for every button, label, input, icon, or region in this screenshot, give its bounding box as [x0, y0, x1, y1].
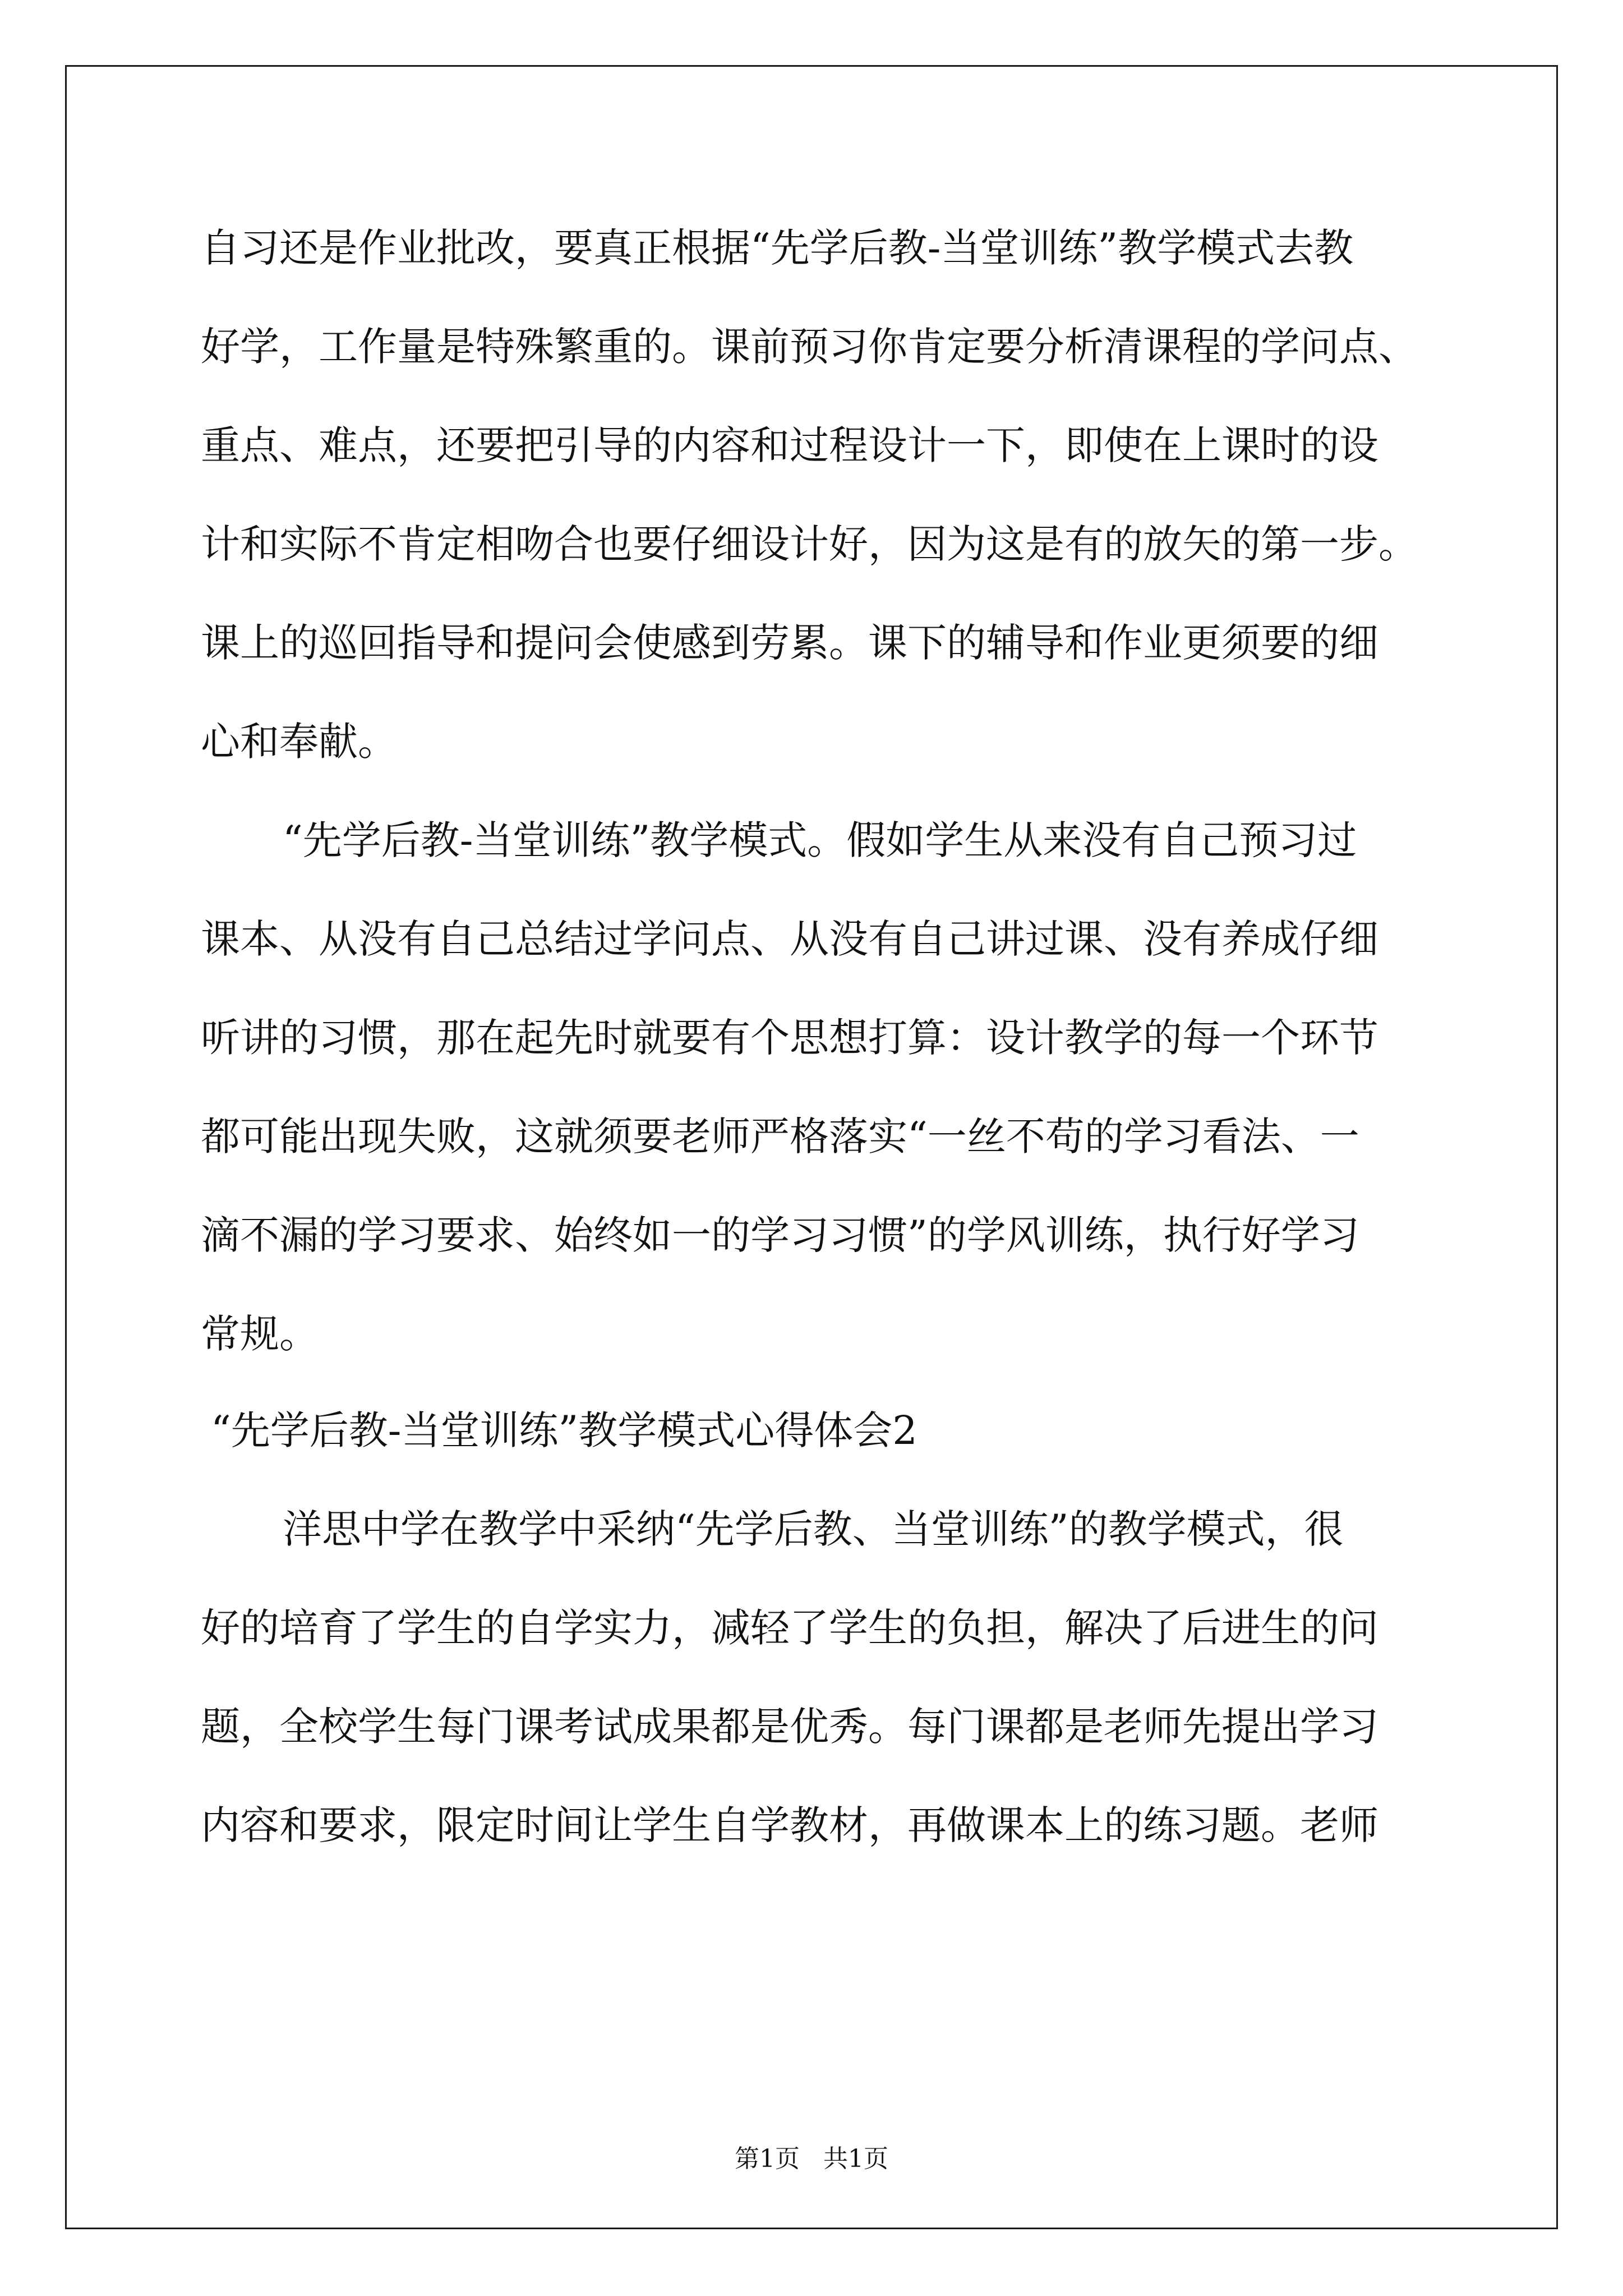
text-line: 都可能出现失败，这就须要老师严格落实“一丝不苟的学习看法、一 — [201, 1114, 1359, 1159]
text-line: 心和奉献。 — [201, 719, 397, 765]
text-line: 好的培育了学生的自学实力，减轻了学生的负担，解决了后进生的问 — [201, 1605, 1378, 1651]
page-total: 共1页 — [823, 2145, 888, 2173]
section-heading: “先学后教-当堂训练”教学模式心得体会2 — [211, 1407, 917, 1453]
text-line: 课本、从没有自己总结过学问点、从没有自己讲过课、没有养成仔细 — [201, 916, 1378, 962]
paragraph-first-line: “先学后教-当堂训练”教学模式。假如学生从来没有自己预习过 — [283, 817, 1357, 863]
text-line: 滴不漏的学习要求、始终如一的学习习惯”的学风训练，执行好学习 — [201, 1212, 1359, 1258]
text-line: 好学，工作量是特殊繁重的。课前预习你肯定要分析清课程的学问点、 — [201, 324, 1418, 370]
text-line: 重点、难点，还要把引导的内容和过程设计一下，即使在上课时的设 — [201, 422, 1378, 468]
text-line: 听讲的习惯，那在起先时就要有个思想打算：设计教学的每一个环节 — [201, 1015, 1378, 1061]
text-line: 自习还是作业批改，要真正根据“先学后教-当堂训练”教学模式去教 — [201, 225, 1354, 271]
page-footer — [0, 2138, 1623, 2174]
text-line: 计和实际不肯定相吻合也要仔细设计好，因为这是有的放矢的第一步。 — [201, 521, 1418, 567]
paragraph-first-line: 洋思中学在教学中采纳“先学后教、当堂训练”的教学模式，很 — [283, 1506, 1344, 1552]
text-line: 题，全校学生每门课考试成果都是优秀。每门课都是老师先提出学习 — [201, 1704, 1378, 1750]
text-line: 内容和要求，限定时间让学生自学教材，再做课本上的练习题。老师 — [201, 1802, 1378, 1848]
text-line: 常规。 — [201, 1311, 319, 1357]
page-number: 第1页 — [735, 2145, 800, 2173]
text-line: 课上的巡回指导和提问会使感到劳累。课下的辅导和作业更须要的细 — [201, 620, 1378, 666]
